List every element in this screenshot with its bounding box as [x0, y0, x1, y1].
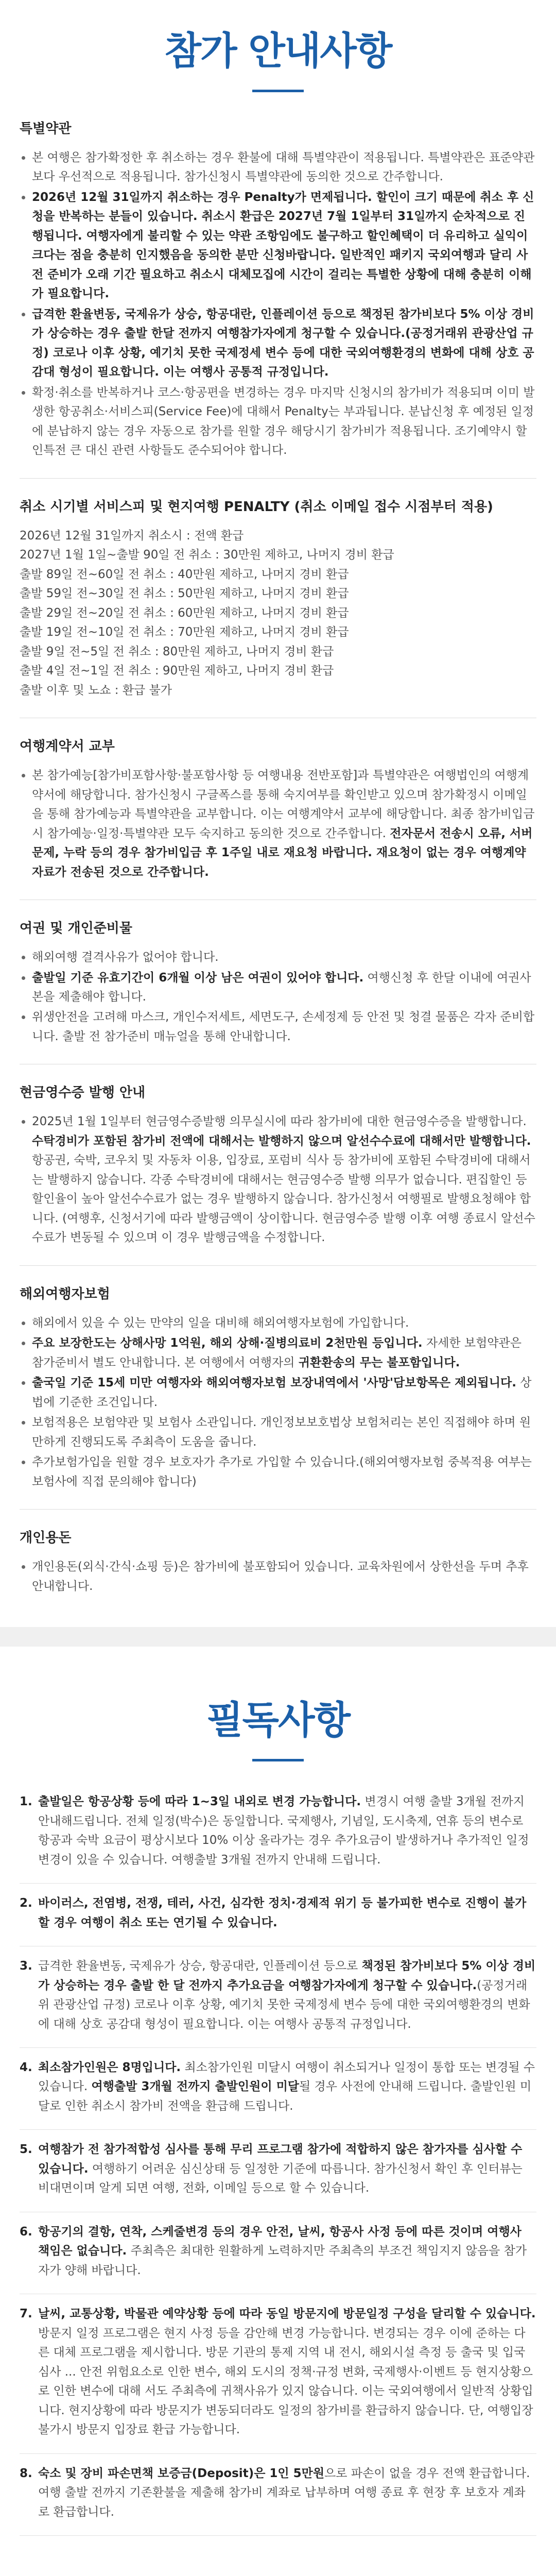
emphasis-text: 책정된 참가비보다 5% 이상 경비가 상승하는 경우 출발 한 달 전까지 추가요금을 여행참가자에게 청구할 수 있습니다. [38, 1959, 536, 1992]
emphasis-text: 숙소 및 장비 파손면책 보증금(Deposit)은 1인 5만원 [38, 2466, 325, 2480]
penalty-section [20, 496, 536, 700]
passport-list [20, 948, 536, 1046]
emphasis-text: 주요 보장한도는 상해사망 1억원, 해외 상해·질병의료비 2천만원 등입니다. [32, 1336, 423, 1350]
bullet-item [32, 969, 536, 1007]
penalty-line: 출발 29일 전~20일 전 취소 : 60만원 제하고, 나머지 경비 환급 [20, 606, 349, 620]
text-run: 여행하기 어려운 심신상태 등 일정한 기준에 따릅니다. 참가신청서 확인 후 인터뷰는 비대면이며 알게 되면 여행, 전화, 이메일 등으로 할 수 있습니다. [38, 2162, 523, 2195]
emphasis-text: 출발일은 항공상황 등에 따라 1~3일 내외로 변경 가능합니다. [38, 1795, 361, 1809]
notice-title: 필독사항 [206, 1698, 350, 1743]
text-run: (공정거래위 관광산업 규정) 코로나 이후 상황, 예기치 못한 국제정세 변수 등에 대한 국외여행환경의 변화에 대해 상호 공감대 형성이 필요합니다. 이는 여행사 공통적 규정입니다. [38, 1978, 530, 2031]
bullet-item [32, 1334, 536, 1372]
special-terms-title: 특별약관 [20, 121, 72, 137]
emphasis-text: 날씨, 교통상황, 박물관 예약상황 등에 따라 동일 방문지에 방문일정 구성을 달리할 수 있습니다. [38, 2307, 536, 2321]
insurance-section [20, 1283, 536, 1492]
page-title: 참가 안내사항 [164, 29, 392, 73]
text-run: 본 여행은 참가확정한 후 취소하는 경우 환불에 대해 특별약관이 적용됩니다. 특별약관은 표준약관보다 우선적으로 적용됩니다. 참가신청시 특별약관에 동의한 것으로 간주합니다. [32, 151, 535, 184]
bullet-item [32, 1374, 536, 1412]
notice-item [20, 2294, 536, 2453]
notice-item [20, 2130, 536, 2212]
emphasis-text: 여행출발 3개월 전까지 출발인원이 미달 [91, 2080, 300, 2094]
special-terms-list [20, 148, 536, 461]
notice-number: 5. [20, 2143, 32, 2157]
personal-money-section [20, 1527, 536, 1596]
emphasis-text: 출국일 기준 15세 미만 여행자와 해외여행자보험 보장내역에서 '사망'담보항목은 제외됩니다. [32, 1376, 516, 1390]
docs-section [20, 736, 536, 882]
penalty-line: 출발 59일 전~30일 전 취소 : 50만원 제하고, 나머지 경비 환급 [20, 587, 349, 601]
text-run: 으로 파손이 없을 경우 전액 환급합니다. 여행 출발 전까지 기존환불을 제출해 참가비 계좌로 납부하며 여행 종료 후 현장 후 보호자 계좌로 환급합니다. [38, 2466, 530, 2519]
emphasis-text: 여행참가 전 참가적합성 심사를 통해 무리 프로그램 참가에 적합하지 않은 참가자를 심사할 수 있습니다. [38, 2143, 523, 2176]
text-run: 확정·취소를 반복하거나 코스·항공편을 변경하는 경우 마지막 신청시의 참가비가 적용되며 이미 발생한 항공취소·서비스피(Service Fee)에 대해서 Penalty는 부과됩니다. 분납신청 후 예정된 일정에 분납하지 않는 경우 자동으로 참가를 원할 경우 해당시기 참가비가 적용됩니다. 조기예약시 할인특전 큰 대신 관련 사항들도 준수되어야 합니다. [32, 385, 535, 457]
emphasis-text: 2026년 12월 31일까지 취소하는 경우 Penalty가 면제됩니다. 할인이 크기 때문에 취소 후 신청을 반복하는 분들이 있습니다. 취소시 환급은 2027년 7월 1일부터 31일까지 순차적으로 진행됩니다. 여행자에게 불리할 수 있는 약관 조항임에도 불구하고 할인혜택이 더 유리하고 실익이 크다는 점을 충분히 인지했음을 동의한 분만 신청바랍니다. 일반적인 패키지 국외여행과 달리 사전 준비가 오래 기간 필요하고 취소시 대체모집에 시간이 걸리는 특별한 상황에 대해 충분히 이해가 필요합니다. [32, 190, 534, 301]
docs-list [20, 766, 536, 882]
bullet-item [32, 1453, 536, 1492]
personal-money-title: 개인용돈 [20, 1530, 72, 1546]
notice-text [38, 2464, 536, 2522]
text-run: 개인용돈(외식·간식·쇼핑 등)은 참가비에 불포함되어 있습니다. 교육차원에서 상한선을 두며 추후 안내합니다. [32, 1560, 529, 1593]
bullet-item [32, 1314, 536, 1333]
text-run: 보험적용은 보험약관 및 보험사 소관입니다. 개인정보보호법상 보험처리는 본인 직접해야 하며 원만하게 진행되도록 주최측이 도움을 줍니다. [32, 1416, 531, 1449]
bullet-item [32, 1112, 536, 1247]
receipt-title: 현금영수증 발행 안내 [20, 1085, 146, 1101]
notice-number: 8. [20, 2466, 32, 2480]
text-run: 추가보험가입을 원할 경우 보호자가 추가로 가입할 수 있습니다.(해외여행자보험 중복적용 여부는 보험사에 직접 문의해야 합니다) [32, 1455, 532, 1488]
bullet-item [32, 148, 536, 187]
notice-number: 2. [20, 1896, 32, 1910]
penalty-line: 2026년 12월 31일까지 취소시 : 전액 환급 [20, 529, 244, 543]
bullet-item [32, 1557, 536, 1596]
penalty-title: 취소 시기별 서비스피 및 현지여행 PENALTY (취소 이메일 접수 시점부터 적용) [20, 499, 493, 515]
penalty-line: 출발 4일 전~1일 전 취소 : 90만원 제하고, 나머지 경비 환급 [20, 664, 334, 678]
emphasis-text: 바이러스, 전염병, 전쟁, 테러, 사건, 심각한 정치·경제적 위기 등 불가피한 변수로 진행이 불가할 경우 여행이 취소 또는 연기될 수 있습니다. [38, 1896, 527, 1929]
receipt-list [20, 1112, 536, 1247]
notice-item [20, 2212, 536, 2294]
notice-item [20, 2048, 536, 2130]
text-run: 최소참가인원 미달시 여행이 취소되거나 일정이 통합 또는 변경될 수 있습니다. [38, 2061, 535, 2094]
insurance-list [20, 1314, 536, 1492]
text-run: 상법에 기준한 조건입니다. [32, 1376, 532, 1409]
notice-number: 1. [20, 1795, 32, 1809]
section-band [0, 1627, 556, 1647]
notice-text [38, 2058, 536, 2116]
bullet-item [32, 1413, 536, 1452]
penalty-lines [20, 527, 536, 700]
divider [20, 1265, 536, 1266]
text-run: 위생안전을 고려해 마스크, 개인수저세트, 세면도구, 손세정제 등 안전 및 청결 물품은 각자 준비합니다. 출발 전 참가준비 매뉴얼을 통해 안내합니다. [32, 1010, 535, 1043]
penalty-line: 출발 19일 전~10일 전 취소 : 70만원 제하고, 나머지 경비 환급 [20, 625, 349, 639]
emphasis-text: 귀환환송의 무는 불포함입니다. [298, 1355, 460, 1369]
notice-number: 4. [20, 2061, 32, 2074]
notice-number: 6. [20, 2225, 32, 2239]
emphasis-text: 수탁경비가 포함된 참가비 전액에 대해서는 발행하지 않으며 알선수수료에 대해서만 발행합니다. [32, 1134, 531, 1148]
text-run: 급격한 환율변동, 국제유가 상승, 항공대란, 인플레이션 등으로 [38, 1959, 362, 1973]
text-run: 주최측은 최대한 원활하게 노력하지만 주최측의 부조건 책임지지 않음을 참가자가 양해 바랍니다. [38, 2244, 527, 2277]
penalty-line: 출발 89일 전~60일 전 취소 : 40만원 제하고, 나머지 경비 환급 [20, 567, 349, 581]
text-run: 2025년 1월 1일부터 현금영수증발행 의무실시에 따라 참가비에 대한 현금영수증을 발행합니다. [32, 1115, 527, 1129]
notice-item [20, 1782, 536, 1884]
text-run: 본 참가예능[참가비포함사항·불포함사항 등 여행내용 전반포함]과 특별약관은 여행법인의 여행계약서에 해당합니다. 참가신청시 구글폭스를 통해 숙지여부를 확인받고 있으며 참가확정시 이메일을 통해 참가예능과 특별약관을 교부합니다. 이는 여행계약서 교부에 해당합니다. 최종 참가비입금시 참가예능·일정·특별약관 모두 숙지하고 동의한 것으로 간주합니다. [32, 769, 535, 840]
notice-text [38, 1792, 536, 1870]
notice-number: 7. [20, 2307, 32, 2321]
docs-title: 여행계약서 교부 [20, 739, 115, 755]
emphasis-text: 최소참가인원은 8명입니다. [38, 2061, 181, 2074]
special-terms-section [20, 118, 536, 461]
text-run: 여행신청 후 한달 이내에 여권사본을 제출해야 합니다. [32, 971, 531, 1004]
penalty-line: 2027년 1월 1일~출발 90일 전 취소 : 30만원 제하고, 나머지 경비 환급 [20, 548, 394, 562]
bullet-item [32, 948, 536, 967]
passport-section [20, 918, 536, 1046]
notice-list [0, 1761, 556, 2536]
text-run: 변경시 여행 출발 3개월 전까지 안내해드립니다. 전체 일정(박수)은 동일합니다. 국제행사, 기념일, 도시축제, 연휴 등의 변수로 항공과 숙박 요금이 평상시보다 10% 이상 올라가는 경우 추가요금이 발생하거나 추가적인 일정변경이 있을 수 있습니다. 여행출발 3개월 전까지 안내해 드립니다. [38, 1795, 529, 1867]
receipt-section [20, 1082, 536, 1247]
bullet-item [32, 1008, 536, 1046]
penalty-line: 출발 이후 및 노쇼 : 환급 불가 [20, 683, 172, 697]
emphasis-text: 출발일 기준 유효기간이 6개월 이상 남은 여권이 있어야 합니다. [32, 971, 364, 985]
notice-text [38, 2140, 536, 2198]
notice-text [38, 1894, 536, 1933]
divider [20, 1509, 536, 1510]
notice-number: 3. [20, 1959, 32, 1973]
text-run: 될 경우 사전에 안내해 드립니다. 출발인원 미달로 인한 취소시 참가비 전액을 환급해 드립니다. [38, 2080, 532, 2113]
insurance-title: 해외여행자보험 [20, 1286, 110, 1302]
penalty-line: 출발 9일 전~5일 전 취소 : 80만원 제하고, 나머지 경비 환급 [20, 645, 334, 658]
notice-item [20, 1946, 536, 2048]
text-run: 자세한 보험약관은 참가준비서 별도 안내합니다. 본 여행에서 여행자의 [32, 1336, 522, 1369]
divider [20, 478, 536, 479]
notice-text [38, 2304, 536, 2439]
personal-money-list [20, 1557, 536, 1596]
text-run: 방문지 일정 프로그램은 현지 사정 등을 감안해 변경 가능합니다. 변경되는 경우 이에 준하는 다른 대체 프로그램을 제시합니다. 방문 기관의 통제 지역 내 전시, 해외시설 측정 등 출국 및 입국 심사 ... 안전 위험요소로 인한 변수, 해외 도시의 정책·규정 변화, 국제행사·이벤트 등 현지상황으로 인한 변수에 대해 서도 주최측에 귀책사유가 있지 않습니다. 이는 국외여행에서 일반적 상황입니다. 현지상황에 따라 방문지가 변동되더라도 일정의 참가비를 환급하지 않습니다. 단, 여행입장 불가시 방문지 입장료 환급 가능합니다. [38, 2326, 533, 2437]
text-run: 해외에서 있을 수 있는 만약의 일을 대비해 해외여행자보험에 가입합니다. [32, 1316, 409, 1330]
bullet-item [32, 188, 536, 304]
bullet-item [32, 766, 536, 882]
passport-title: 여권 및 개인준비물 [20, 921, 133, 937]
text-run: 항공권, 숙박, 코우치 및 자동차 이용, 입장료, 포럼비 식사 등 참가비에 포함된 수탁경비에 대해서는 발행하지 않습니다. 각종 수탁경비에 대해서는 현금영수증 발행 의무가 없습니다. 편집할인 등 할인율이 높아 알선수수료가 없는 경우 발행하지 않습니다. 참가신청서 여행필로 발행요청해야 합니다. (여행후, 신청서기에 따라 발행금액이 상이합니다. 현금영수증 발행 이후 여행 종료시 알선수수료가 변동될 수 있으며 이 경우 발행금액을 수정합니다. [32, 1154, 535, 1245]
info-sections [0, 92, 556, 1596]
notice-text [38, 2223, 536, 2280]
notice-text [38, 1957, 536, 2034]
emphasis-text: 항공기의 결항, 연착, 스케줄변경 등의 경우 안전, 날씨, 항공사 사정 등에 따른 것이며 여행사 책임은 없습니다. [38, 2225, 522, 2258]
text-run: 해외여행 결격사유가 없어야 합니다. [32, 951, 219, 964]
bullet-item [32, 305, 536, 382]
bullet-item [32, 383, 536, 461]
notice-item [20, 2454, 536, 2536]
notice-item [20, 1884, 536, 1946]
emphasis-text: 급격한 환율변동, 국제유가 상승, 항공대란, 인플레이션 등으로 책정된 참가비보다 5% 이상 경비가 상승하는 경우 출발 한달 전까지 여행참가자에게 청구할 수 있습니다.(공정거래위 관광산업 규정) 코로나 이후 상황, 예기치 못한 국제정세 변수 등에 대한 국외여행환경의 변화에 대해 상호 공감대 형성이 필요합니다. 이는 여행사 공통적 규정입니다. [32, 307, 534, 379]
emphasis-text: 전자문서 전송시 오류, 서버문제, 누락 등의 경우 참가비입금 후 1주일 내로 재요청 바랍니다. 재요청이 없는 경우 여행계약 자료가 전송된 것으로 간주합니다. [32, 826, 533, 879]
